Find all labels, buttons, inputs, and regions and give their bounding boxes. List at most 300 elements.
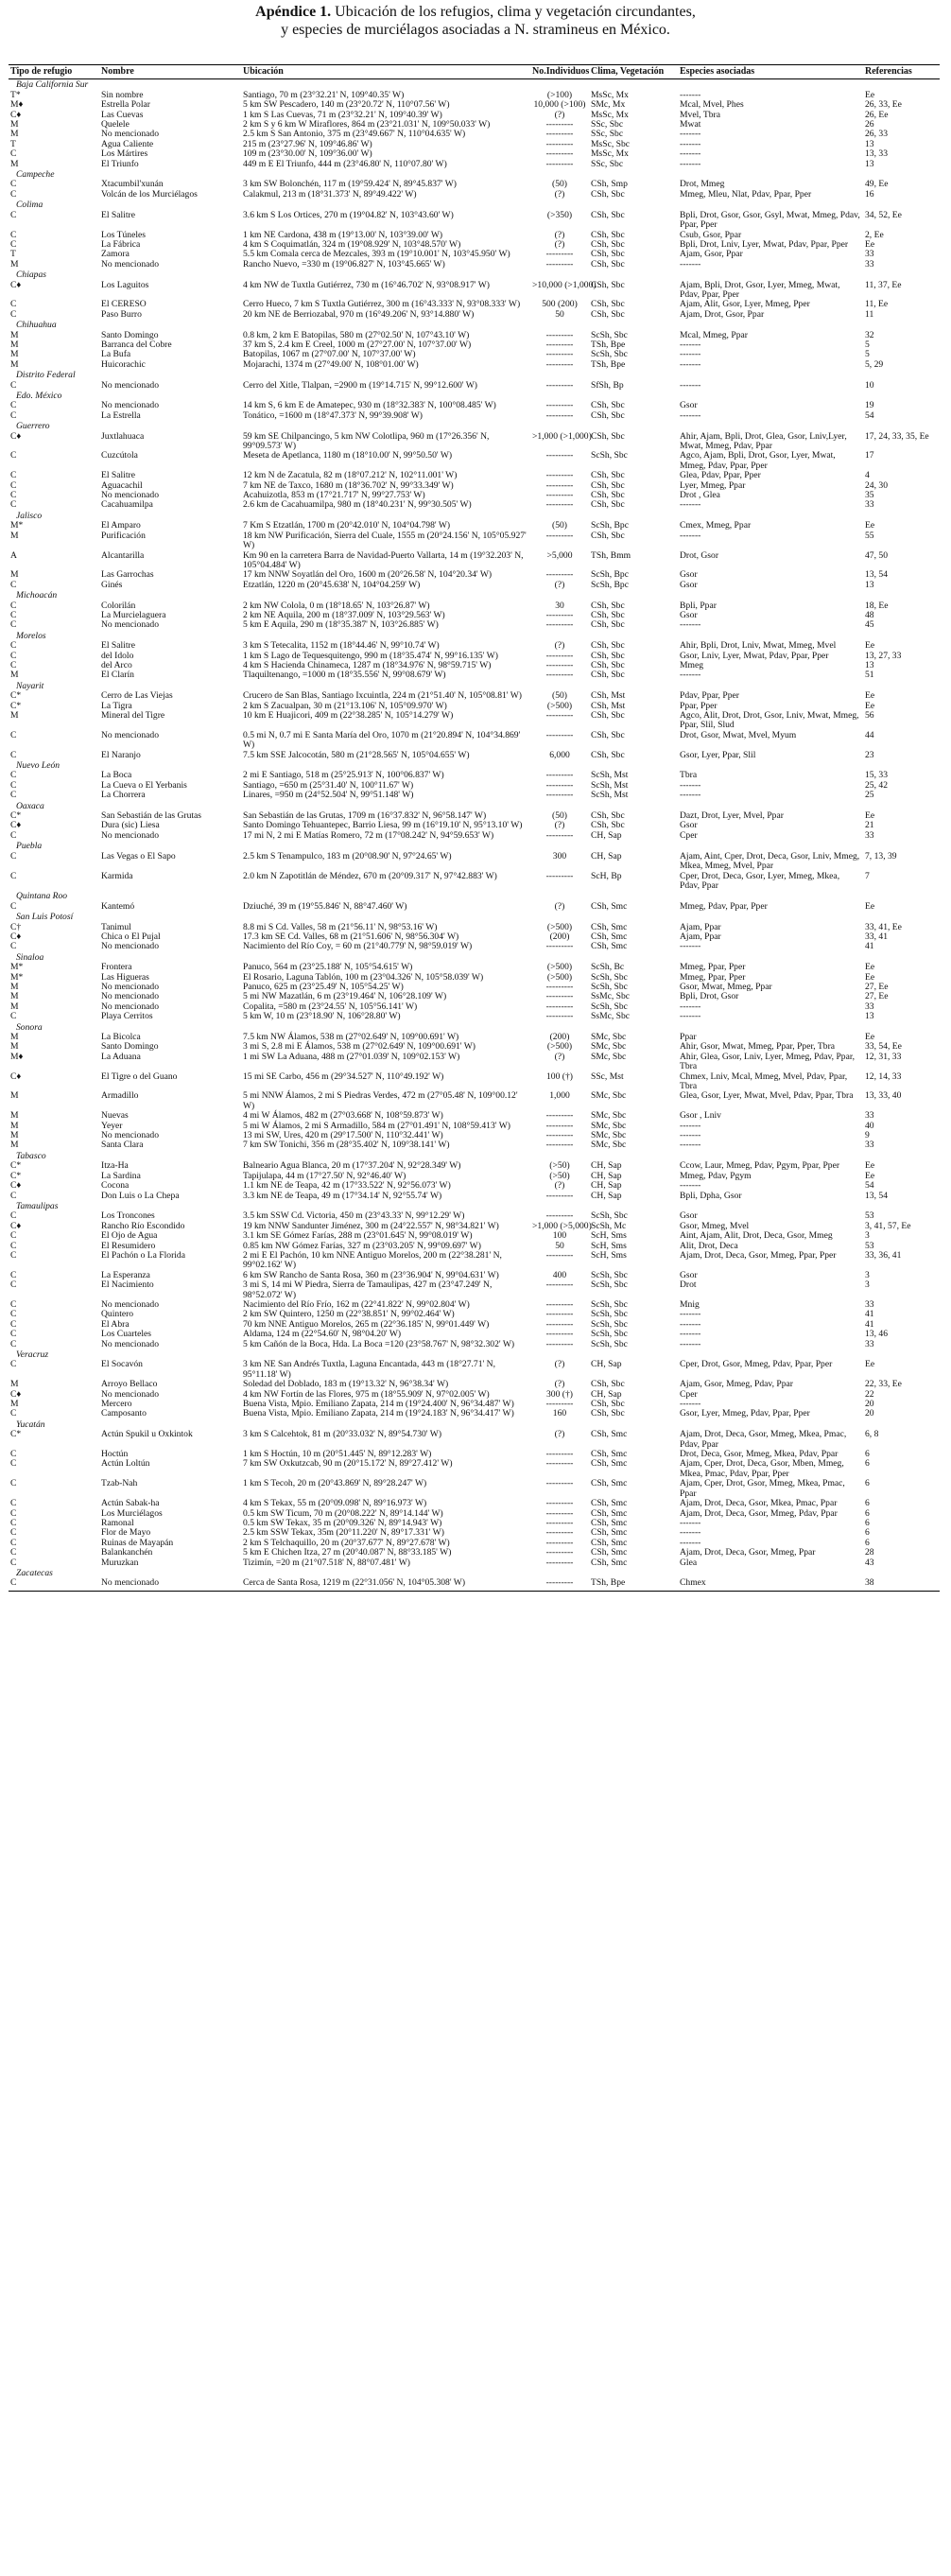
cell-nombre: Colorilán [101, 600, 136, 611]
cell-nombre: No mencionado [101, 981, 160, 992]
cell-individuos: (?) [554, 900, 565, 912]
cell-referencias: Ee [865, 962, 875, 973]
cell-individuos: --------- [545, 1130, 574, 1141]
cell-especies: Drot, Deca, Gsor, Mmeg, Mkea, Pdav, Ppar [680, 1449, 839, 1460]
cell-clima: ScSh, Sbc [591, 1338, 628, 1349]
state-name: Guerrero [16, 421, 50, 432]
cell-especies: Lyer, Mmeg, Ppar [680, 479, 746, 491]
cell-clima: CSh, Sbc [591, 530, 625, 541]
cell-individuos: --------- [545, 710, 574, 721]
cell-tipo: C [10, 640, 17, 652]
cell-tipo: C [10, 1309, 17, 1320]
table-row [9, 1192, 940, 1201]
cell-nombre: El Pachón o La Florida [101, 1249, 185, 1261]
table-row [9, 1430, 940, 1450]
cell-tipo: C* [10, 810, 22, 822]
cell-individuos: --------- [545, 450, 574, 461]
cell-ubicacion: 1 km S Lago de Tequesquitengo, 990 m (18°35.474' N, 99°16.135' W) [243, 650, 498, 661]
cell-ubicacion: 4 mi W Álamos, 482 m (27°03.668' N, 108°59.873' W) [243, 1110, 443, 1122]
cell-especies: ------- [680, 1309, 701, 1320]
table-row [9, 1140, 940, 1150]
cell-referencias: 13 [865, 579, 874, 590]
cell-individuos: (>500) [546, 971, 573, 983]
table-row [9, 641, 940, 651]
cell-tipo: C [10, 409, 17, 421]
cell-tipo: M [10, 991, 19, 1002]
cell-individuos: 300 (†) [546, 1388, 573, 1400]
cell-tipo: M [10, 530, 19, 541]
cell-referencias: 33 [865, 1140, 874, 1151]
cell-tipo: C [10, 209, 17, 220]
state-row [9, 760, 940, 771]
cell-nombre: Volcán de los Murciélagos [101, 188, 198, 200]
cell-tipo: C [10, 770, 17, 781]
cell-nombre: La Cueva o El Yerbanis [101, 779, 187, 791]
cell-nombre: El Amparo [101, 520, 141, 531]
cell-ubicacion: 17.3 km SE Cd. Valles, 68 m (21°51.606' N, 98°56.304' W) [243, 931, 459, 942]
cell-tipo: C [10, 659, 17, 670]
cell-individuos: 300 [552, 850, 567, 862]
cell-clima: ScSh, Bpc [591, 569, 629, 581]
cell-ubicacion: 59 km SE Chilpancingo, 5 km NW Colotlipa, 960 m (17°26.356' N, 99°09.573' W) [243, 430, 490, 452]
cell-nombre: Tanimul [101, 921, 131, 932]
cell-especies: Bpli, Dpha, Gsor [680, 1190, 742, 1201]
cell-referencias: Ee [865, 238, 875, 250]
cell-clima: CSh, Sbc [591, 430, 625, 442]
cell-clima: ScH, Sms [591, 1240, 627, 1251]
cell-tipo: C♦ [10, 279, 22, 290]
cell-tipo: C [10, 1517, 17, 1528]
cell-clima: ScSh, Bc [591, 962, 625, 973]
cell-referencias: 33 [865, 1298, 874, 1310]
cell-clima: CH, Sap [591, 829, 622, 841]
cell-ubicacion: 12 km N de Zacatula, 82 m (18°07.212' N, 102°11.001' W) [243, 470, 458, 481]
cell-referencias: 33, 54, Ee [865, 1041, 902, 1053]
cell-ubicacion: 2 km S y 6 km W Miraflores, 864 m (23°21.031' N, 109°50.033' W) [243, 119, 491, 131]
cell-tipo: C♦ [10, 820, 22, 831]
cell-clima: CSh, Sbc [591, 810, 625, 822]
cell-especies: Gsor, Mwat, Mmeg, Ppar [680, 981, 772, 992]
cell-referencias: 33 [865, 829, 874, 841]
cell-tipo: C [10, 1240, 17, 1251]
cell-especies: Ppar [680, 1032, 697, 1042]
cell-ubicacion: Panuco, 564 m (23°25.188' N, 105°54.615' W) [243, 962, 413, 973]
cell-ubicacion: 3 km S Tetecalita, 1152 m (18°44.46' N, 99°10.74' W) [243, 640, 440, 652]
cell-nombre: Tzab-Nah [101, 1478, 138, 1489]
cell-clima: ScSh, Sbc [591, 1309, 628, 1320]
cell-individuos: --------- [545, 158, 574, 169]
cell-tipo: C [10, 1011, 17, 1022]
cell-nombre: Hoctún [101, 1449, 129, 1460]
cell-tipo: C [10, 400, 17, 411]
table-row [9, 1091, 940, 1111]
cell-especies: ------- [680, 358, 701, 370]
cell-referencias: 3, 41, 57, Ee [865, 1220, 911, 1231]
cell-clima: CH, Sap [591, 1170, 622, 1181]
cell-ubicacion: 3.1 km SE Gómez Farías, 288 m (23°01.645' N, 99°08.019' W) [243, 1230, 473, 1242]
cell-nombre: del Idolo [101, 650, 134, 661]
cell-individuos: 160 [552, 1408, 567, 1419]
refuges-table [9, 64, 940, 1592]
table-row [9, 751, 940, 760]
table-row [9, 661, 940, 670]
cell-clima: CH, Sap [591, 1180, 622, 1192]
cell-ubicacion: Batopilas, 1067 m (27°07.00' N, 107°37.00' W) [243, 349, 416, 360]
table-row [9, 451, 940, 471]
cell-ubicacion: Balneario Agua Blanca, 20 m (17°37.204' N, 92°28.349' W) [243, 1160, 461, 1172]
cell-especies: ------- [680, 129, 701, 140]
cell-ubicacion: Buena Vista, Mpio. Emiliano Zapata, 214 m (19°24.183' N, 96°34.417' W) [243, 1408, 514, 1419]
cell-referencias: 41 [865, 941, 874, 952]
cell-tipo: C [10, 1507, 17, 1519]
cell-individuos: --------- [545, 490, 574, 501]
cell-individuos: --------- [545, 470, 574, 481]
cell-tipo: C [10, 229, 17, 240]
cell-referencias: 6 [865, 1458, 870, 1470]
cell-tipo: C [10, 790, 17, 801]
cell-clima: CSh, Sbc [591, 659, 625, 670]
cell-especies: Ajam, Ppar [680, 921, 721, 932]
cell-clima: CSh, Sbc [591, 249, 625, 260]
table-row [9, 831, 940, 841]
state-row [9, 421, 940, 431]
cell-nombre: Los Túneles [101, 229, 146, 240]
cell-individuos: --------- [545, 1399, 574, 1410]
cell-referencias: 13, 46 [865, 1329, 888, 1340]
cell-especies: Ajam, Aint, Cper, Drot, Deca, Gsor, Lniv, Mmeg, Mkea, Mmeg, Mvel, Ppar [680, 850, 860, 872]
cell-especies: Mmeg, Mleu, Nlat, Pdav, Ppar, Pper [680, 188, 812, 200]
cell-ubicacion: Mojarachi, 1374 m (27°49.00' N, 108°01.00' W) [243, 358, 419, 370]
cell-clima: SfSh, Bp [591, 379, 624, 391]
state-row [9, 200, 940, 210]
cell-especies: Mmeg, Pdav, Ppar, Pper [680, 900, 768, 912]
cell-referencias: 34, 52, Ee [865, 209, 902, 220]
cell-nombre: Actún Spukil u Oxkintok [101, 1429, 193, 1440]
cell-tipo: C♦ [10, 1180, 22, 1192]
cell-individuos: --------- [545, 1547, 574, 1558]
cell-especies: Ajam, Drot, Deca, Gsor, Mmeg, Mkea, Pmac, Pdav, Ppar [680, 1429, 847, 1450]
cell-individuos: --------- [530, 1578, 589, 1591]
cell-clima: CSh, Sbc [591, 490, 625, 501]
table-row [9, 581, 940, 590]
cell-tipo: C♦ [10, 1388, 22, 1400]
table-row [9, 551, 940, 571]
cell-individuos: --------- [545, 650, 574, 661]
cell-clima: SMc, Sbc [591, 1032, 627, 1042]
cell-clima: SMc, Sbc [591, 1090, 627, 1102]
cell-referencias: 5, 29 [865, 358, 884, 370]
cell-especies: Cper, Drot, Deca, Gsor, Lyer, Mmeg, Mkea, Pdav, Ppar [680, 870, 840, 891]
cell-nombre: El Naranjo [101, 749, 141, 760]
cell-referencias: 33, 41, Ee [865, 921, 902, 932]
cell-especies: Ajam, Drot, Deca, Gsor, Mkea, Pmac, Ppar [680, 1498, 838, 1509]
cell-especies: Mmeg, Ppar, Pper [680, 962, 746, 973]
cell-ubicacion: Panuco, 625 m (23°25.49' N, 105°54.25' W) [243, 981, 404, 992]
cell-referencias: Ee [865, 700, 875, 711]
cell-individuos: (?) [554, 1379, 565, 1390]
table-row [9, 381, 940, 391]
table-row [9, 1340, 940, 1349]
cell-referencias: Ee [865, 1032, 875, 1042]
table-row [9, 1280, 940, 1300]
cell-tipo: C [10, 1190, 17, 1201]
cell-tipo: C [10, 650, 17, 661]
cell-referencias: 11, 37, Ee [865, 279, 902, 290]
cell-clima: TSh, Bpe [589, 1578, 678, 1591]
cell-nombre: Frontera [101, 962, 132, 973]
cell-ubicacion: Nacimiento del Río Frío, 162 m (22°41.822' N, 99°02.804' W) [243, 1298, 470, 1310]
cell-referencias: 49, Ee [865, 179, 889, 190]
cell-ubicacion: 2.5 km S San Antonio, 375 m (23°49.667' N, 110°04.635' W) [243, 129, 466, 140]
state-name: Sonora [16, 1021, 43, 1033]
cell-clima: CSh, Sbc [591, 820, 625, 831]
state-name: Sinaloa [16, 951, 44, 963]
cell-especies: Gsor, Lyer, Mmeg, Pdav, Ppar, Pper [680, 1408, 810, 1419]
cell-individuos: --------- [545, 1458, 574, 1470]
state-name: Yucatán [16, 1419, 45, 1430]
cell-tipo: C [10, 1557, 17, 1568]
cell-referencias: 26, 33 [865, 129, 888, 140]
cell-tipo: M* [10, 971, 24, 983]
cell-individuos: --------- [545, 1338, 574, 1349]
cell-individuos: --------- [545, 619, 574, 631]
cell-referencias: Ee [865, 971, 875, 983]
cell-individuos: --------- [545, 1110, 574, 1122]
cell-tipo: M [10, 981, 19, 992]
state-name: Edo. México [16, 391, 62, 401]
cell-referencias: 20 [865, 1408, 874, 1419]
cell-clima: CSh, Sbc [591, 729, 625, 740]
cell-nombre: Paso Burro [101, 308, 142, 320]
cell-individuos: --------- [545, 1507, 574, 1519]
cell-especies: Ajam, Drot, Gsor, Ppar [680, 308, 765, 320]
cell-referencias: 6 [865, 1449, 870, 1460]
cell-nombre: Ginés [101, 579, 123, 590]
cell-nombre: Aguacachil [101, 479, 143, 491]
cell-especies: ------- [680, 1180, 701, 1192]
cell-tipo: M [10, 1001, 19, 1012]
cell-especies: Agco, Ajam, Bpli, Drot, Gsor, Lyer, Mwat, Mmeg, Pdav, Ppar, Pper [680, 450, 836, 471]
cell-especies: Agco, Alit, Drot, Drot, Gsor, Lniv, Mwat, Mmeg, Ppar, Slil, Slud [680, 710, 859, 731]
cell-clima: MsSc, Sbc [591, 138, 631, 149]
cell-referencias: 28 [865, 1547, 874, 1558]
cell-referencias: 13 [865, 138, 874, 149]
cell-ubicacion: 4 km NW de Tuxtla Gutiérrez, 730 m (16°46.702' N, 93°08.917' W) [243, 279, 490, 290]
cell-nombre: El CERESO [101, 299, 147, 310]
cell-clima: CSh, Smp [591, 179, 628, 190]
cell-nombre: La Fábrica [101, 238, 141, 250]
cell-nombre: Juxtlahuaca [101, 430, 145, 442]
cell-individuos: (>50) [549, 1170, 570, 1181]
table-row [9, 260, 940, 270]
cell-ubicacion: 2.0 km N Zapotitlán de Méndez, 670 m (20°09.317' N, 97°42.883' W) [243, 870, 497, 881]
cell-tipo: C [10, 1279, 17, 1291]
state-row [9, 270, 940, 280]
cell-ubicacion: 7 km NE de Taxco, 1680 m (18°36.702' N, 99°33.349' W) [243, 479, 454, 491]
table-row [9, 1548, 940, 1558]
cell-tipo: M [10, 129, 19, 140]
cell-clima: ScSh, Bpc [591, 520, 629, 531]
cell-referencias: 33 [865, 249, 874, 260]
cell-individuos: 6,000 [549, 749, 570, 760]
cell-individuos: --------- [545, 1517, 574, 1528]
table-row [9, 1558, 940, 1568]
cell-ubicacion: 17 mi N, 2 mi E Matías Romero, 72 m (17°08.242' N, 94°59.653' W) [243, 829, 494, 841]
cell-nombre: No mencionado [101, 129, 160, 140]
cell-individuos: --------- [545, 339, 574, 350]
cell-clima: CSh, Sbc [591, 409, 625, 421]
cell-referencias: 3 [865, 1279, 870, 1291]
cell-tipo: C [10, 470, 17, 481]
cell-especies: ------- [680, 89, 701, 100]
cell-tipo: C [10, 499, 17, 511]
cell-referencias: 12, 14, 33 [865, 1070, 902, 1082]
cell-nombre: Agua Caliente [101, 138, 154, 149]
cell-nombre: Itza-Ha [101, 1160, 129, 1172]
cell-referencias: 17, 24, 33, 35, Ee [865, 430, 929, 442]
table-header [9, 65, 940, 79]
cell-referencias: 33 [865, 1110, 874, 1122]
table-row [9, 670, 940, 680]
table-row [9, 1012, 940, 1021]
table-row [9, 310, 940, 320]
cell-individuos: --------- [545, 1001, 574, 1012]
cell-individuos: (50) [552, 520, 567, 531]
cell-ubicacion: 2 km S Zacualpan, 30 m (21°13.106' N, 105°09.970' W) [243, 700, 447, 711]
cell-referencias: 16 [865, 188, 874, 200]
cell-nombre: Muruzkan [101, 1557, 139, 1568]
cell-individuos: (50) [552, 810, 567, 822]
cell-referencias: 11 [865, 308, 874, 320]
cell-especies: ------- [680, 148, 701, 160]
cell-ubicacion: 2.5 km SSW Tekax, 35m (20°11.220' N, 89°17.331' W) [243, 1527, 444, 1539]
header-individuos: No.Individuos [530, 65, 589, 79]
cell-ubicacion: Meseta de Apetlanca, 1180 m (18°10.00' N, 99°50.50' W) [243, 450, 453, 461]
cell-tipo: C [10, 490, 17, 501]
cell-referencias: 6 [865, 1478, 870, 1489]
cell-tipo: C* [10, 690, 22, 702]
cell-clima: CSh, Smc [591, 1429, 628, 1440]
cell-nombre: Barranca del Cobre [101, 339, 172, 350]
cell-especies: Glea [680, 1557, 698, 1568]
table-row [9, 1409, 940, 1419]
cell-especies: Bpli, Ppar [680, 600, 717, 611]
cell-especies: Gsor [680, 400, 698, 411]
cell-ubicacion: 3 mi S, 2.8 mi E Álamos, 538 m (27°02.649' N, 109°00.691' W) [243, 1041, 476, 1053]
cell-especies: Gsor [680, 609, 698, 620]
cell-individuos: --------- [545, 499, 574, 511]
cell-referencias: 54 [865, 1180, 874, 1192]
cell-individuos: --------- [545, 379, 574, 391]
cell-nombre: Playa Cerritos [101, 1011, 153, 1022]
cell-ubicacion: 19 km NNW Sandunter Jiménez, 300 m (24°22.557' N, 98°34.821' W) [243, 1220, 499, 1231]
cell-nombre: Balankanchén [101, 1547, 153, 1558]
cell-tipo: C [10, 238, 17, 250]
cell-tipo: C [10, 609, 17, 620]
cell-individuos: --------- [545, 329, 574, 340]
header-tipo: Tipo de refugio [9, 65, 99, 79]
cell-especies: Gsor [680, 569, 698, 581]
cell-referencias: 22, 33, Ee [865, 1379, 902, 1390]
state-name: Nuevo León [16, 760, 61, 772]
cell-referencias: 17 [865, 450, 874, 461]
cell-ubicacion: 7 km SW Oxkutzcab, 90 m (20°15.172' N, 89°27.412' W) [243, 1458, 453, 1470]
cell-nombre: Los Mártires [101, 148, 148, 160]
table-row [9, 1131, 940, 1140]
cell-especies: ------- [680, 530, 701, 541]
cell-especies: Ahir, Glea, Gsor, Lniv, Lyer, Mmeg, Pdav, Ppar, Tbra [680, 1051, 856, 1072]
cell-clima: CSh, Smc [591, 900, 628, 912]
state-name: Chiapas [16, 270, 46, 281]
cell-tipo: C [10, 1547, 17, 1558]
cell-especies: ------- [680, 1001, 701, 1012]
cell-referencias: 33 [865, 499, 874, 511]
cell-clima: TSh, Bmm [591, 549, 631, 561]
cell-especies: Ahir, Bpli, Drot, Lniv, Mwat, Mmeg, Mvel [680, 640, 837, 652]
header-especies: Especies asociadas [678, 65, 863, 79]
cell-nombre: El Salitre [101, 470, 135, 481]
cell-nombre: Los Murciélagos [101, 1507, 163, 1519]
cell-clima: ScSh, Mst [591, 790, 629, 801]
cell-individuos: (?) [554, 188, 565, 200]
state-name: Zacatecas [16, 1567, 53, 1578]
cell-especies: Chmex, Lniv, Mcal, Mmeg, Mvel, Pdav, Ppar, Tbra [680, 1070, 848, 1092]
cell-ubicacion: 4 km NW Fortín de las Flores, 975 m (18°55.909' N, 97°02.005' W) [243, 1388, 490, 1400]
cell-ubicacion: Santo Domingo Tehuantepec, Barrio Liesa, 99 m (16°19.10' N, 95°13.10' W) [243, 820, 523, 831]
cell-clima: MsSc, Mx [591, 89, 629, 100]
cell-especies: Ajam, Drot, Deca, Gsor, Mmeg, Ppar, Pper [680, 1249, 837, 1261]
cell-nombre: Armadillo [101, 1090, 139, 1102]
cell-nombre: La Boca [101, 770, 132, 781]
table-row [9, 190, 940, 200]
cell-tipo: C [10, 1210, 17, 1222]
cell-referencias: 56 [865, 710, 874, 721]
cell-nombre: Kantemó [101, 900, 135, 912]
cell-ubicacion: 2 km SW Quintero, 1250 m (22°38.851' N, 99°02.464' W) [243, 1309, 455, 1320]
cell-ubicacion: 2.6 km de Cacahuamilpa, 980 m (18°40.231' N, 99°30.505' W) [243, 499, 472, 511]
cell-nombre: Flor de Mayo [101, 1527, 151, 1539]
state-name: Oaxaca [16, 800, 44, 811]
cell-referencias: 10 [865, 379, 874, 391]
cell-individuos: --------- [545, 790, 574, 801]
cell-ubicacion: Rancho Nuevo, =330 m (19°06.827' N, 103°45.665' W) [243, 258, 445, 270]
cell-nombre: Estrella Polar [101, 99, 150, 111]
cell-tipo: M [10, 349, 19, 360]
cell-clima: CSh, Smc [591, 1557, 628, 1568]
cell-referencias: 6 [865, 1517, 870, 1528]
cell-tipo: C* [10, 1160, 22, 1172]
cell-clima: CH, Sap [591, 1359, 622, 1370]
cell-clima: CSh, Sbc [591, 650, 625, 661]
cell-nombre: Los Cuarteles [101, 1329, 152, 1340]
state-name: Nayarit [16, 680, 44, 691]
cell-clima: CSh, Sbc [591, 299, 625, 310]
cell-nombre: Purificación [101, 530, 146, 541]
cell-clima: SMc, Mx [591, 99, 626, 111]
cell-tipo: C [10, 870, 17, 881]
table-row [9, 1172, 940, 1181]
cell-clima: SsMc, Sbc [591, 1011, 631, 1022]
cell-referencias: 6 [865, 1507, 870, 1519]
cell-clima: CSh, Sbc [591, 499, 625, 511]
cell-individuos: --------- [545, 1498, 574, 1509]
cell-tipo: M [10, 1399, 19, 1410]
table-row [9, 781, 940, 791]
cell-nombre: Cocona [101, 1180, 130, 1192]
cell-referencias: 44 [865, 729, 874, 740]
state-name: Baja California Sur [16, 79, 89, 91]
cell-clima: SSc, Sbc [591, 129, 624, 140]
